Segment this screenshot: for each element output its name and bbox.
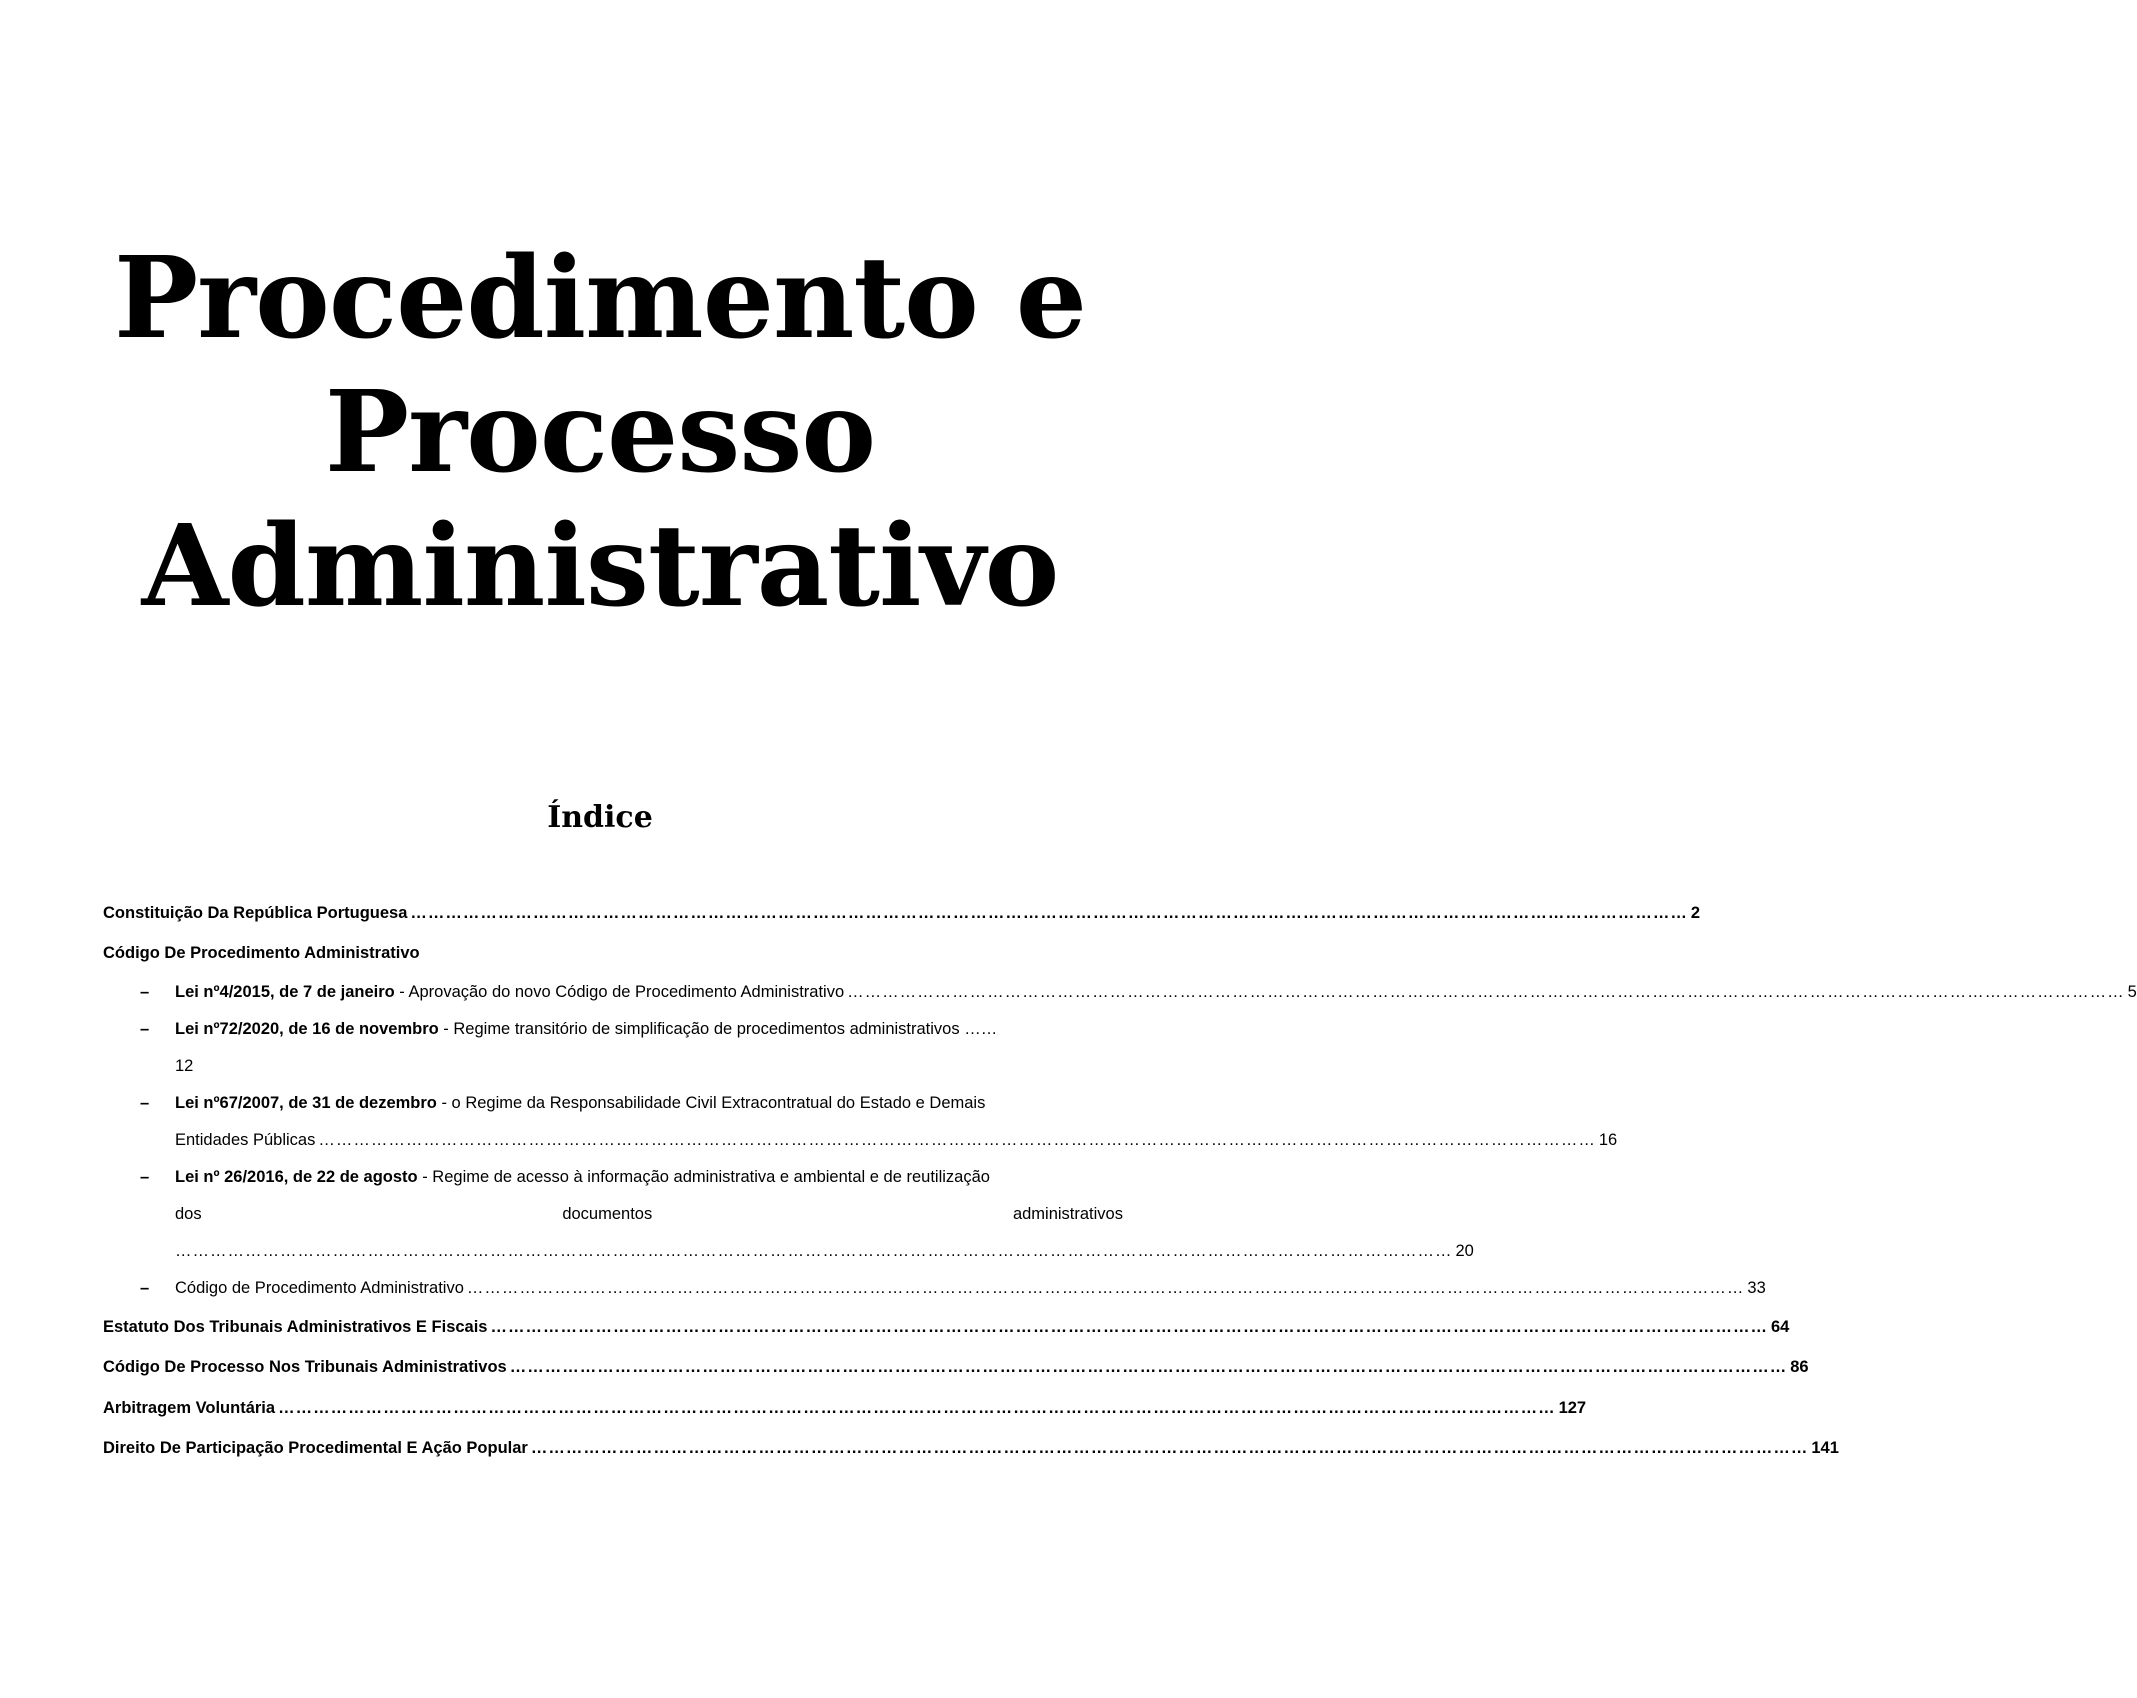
toc-subentry-lei-4-2015[interactable] bbox=[103, 974, 2137, 1011]
toc-page-number: 2 bbox=[1690, 903, 1701, 922]
toc-entry-label: Código De Procedimento Administrativo bbox=[103, 944, 420, 963]
title-line-1: Procedimento e bbox=[113, 233, 1087, 364]
dot-leader: ………………………………………………………………………………………………………………………………………………………………………………………………… bbox=[175, 1242, 1453, 1260]
law-description: - Aprovação do novo Código de Procedimento Administrativo bbox=[394, 983, 845, 1001]
toc-entry-label: Código de Procedimento Administrativo bbox=[175, 1279, 464, 1297]
law-description: - o Regime da Responsabilidade Civil Extracontratual do Estado e Demais bbox=[436, 1094, 986, 1112]
dot-leader: ………………………………………………………………………………………………………………………………………………………………………………………………… bbox=[490, 1317, 1768, 1336]
toc-page-number: 16 bbox=[1598, 1131, 1618, 1149]
toc-subentry-codigo-procedimento[interactable] bbox=[103, 1270, 1766, 1307]
toc-page-number: 141 bbox=[1811, 1439, 1839, 1458]
title-line-3: Administrativo bbox=[141, 501, 1059, 632]
index-heading: Índice bbox=[547, 800, 653, 835]
toc-page-number: 5 bbox=[2127, 983, 2137, 1001]
toc-entry-label: Constituição Da República Portuguesa bbox=[103, 903, 408, 922]
dot-leader: ………………………………………………………………………………………………………………………………………………………………………………………………… bbox=[466, 1279, 1745, 1297]
word: administrativos bbox=[1012, 1205, 1123, 1223]
dot-leader: ………………………………………………………………………………………………………………………………………………………………………………………………… bbox=[318, 1131, 1596, 1149]
toc-page-number: 12 bbox=[175, 1057, 194, 1075]
toc-entry-constituicao[interactable] bbox=[103, 893, 1701, 934]
toc-page-number: 64 bbox=[1770, 1317, 1790, 1336]
toc-page-number: 20 bbox=[1455, 1242, 1474, 1260]
title-line-2: Processo bbox=[324, 367, 876, 498]
toc-entry-label: Código De Processo Nos Tribunais Administrativos bbox=[103, 1358, 507, 1377]
dash-bullet: – bbox=[140, 1168, 150, 1186]
toc-entry-arbitragem[interactable] bbox=[103, 1388, 1587, 1429]
law-reference: Lei nº4/2015, de 7 de janeiro bbox=[175, 983, 395, 1001]
word: documentos bbox=[562, 1205, 653, 1223]
toc-page-number: 33 bbox=[1747, 1279, 1766, 1297]
law-reference: Lei nº72/2020, de 16 de novembro bbox=[175, 1020, 439, 1038]
toc-subentry-lei-67-2007[interactable] bbox=[103, 1085, 1618, 1159]
toc-entry-estatuto[interactable] bbox=[103, 1307, 1790, 1348]
table-of-contents bbox=[103, 893, 2137, 1469]
toc-entry-direito-participacao[interactable] bbox=[103, 1429, 1839, 1470]
law-description: - Regime transitório de simplificação de procedimentos administrativos …… bbox=[438, 1020, 998, 1038]
dot-leader: ………………………………………………………………………………………………………………………………………………………………………………………………… bbox=[509, 1358, 1788, 1377]
toc-entry-label: Arbitragem Voluntária bbox=[103, 1398, 276, 1417]
toc-entry-codigo-processo[interactable] bbox=[103, 1348, 1809, 1389]
toc-subentry-lei-26-2016[interactable] bbox=[103, 1159, 1474, 1270]
law-description-cont: Entidades Públicas bbox=[175, 1131, 316, 1149]
law-reference: Lei nº 26/2016, de 22 de agosto bbox=[175, 1168, 418, 1186]
dash-bullet: – bbox=[140, 1020, 150, 1038]
toc-subentry-lei-72-2020[interactable] bbox=[103, 1011, 1123, 1085]
toc-entry-label: Estatuto Dos Tribunais Administrativos E Fiscais bbox=[103, 1317, 488, 1336]
dot-leader: ………………………………………………………………………………………………………………………………………………………………………………………………… bbox=[530, 1439, 1809, 1458]
dash-bullet: – bbox=[140, 1279, 150, 1297]
word: dos bbox=[175, 1205, 202, 1223]
law-reference: Lei nº67/2007, de 31 de dezembro bbox=[175, 1094, 437, 1112]
dot-leader: ………………………………………………………………………………………………………………………………………………………………………………………………… bbox=[278, 1398, 1556, 1417]
dot-leader: ………………………………………………………………………………………………………………………………………………………………………………………………… bbox=[847, 983, 2125, 1001]
document-title bbox=[0, 232, 1200, 634]
law-description: - Regime de acesso à informação administrativa e ambiental e de reutilização bbox=[417, 1168, 990, 1186]
dash-bullet: – bbox=[140, 1094, 150, 1112]
toc-page-number: 86 bbox=[1790, 1358, 1809, 1377]
law-description-cont bbox=[175, 1196, 1123, 1233]
dot-leader: ………………………………………………………………………………………………………………………………………………………………………………………………… bbox=[410, 903, 1688, 922]
toc-entry-codigo-procedimento[interactable] bbox=[103, 934, 1123, 975]
dash-bullet: – bbox=[140, 983, 150, 1001]
toc-entry-label: Direito De Participação Procedimental E Ação Popular bbox=[103, 1439, 528, 1458]
toc-page-number: 127 bbox=[1558, 1398, 1587, 1417]
